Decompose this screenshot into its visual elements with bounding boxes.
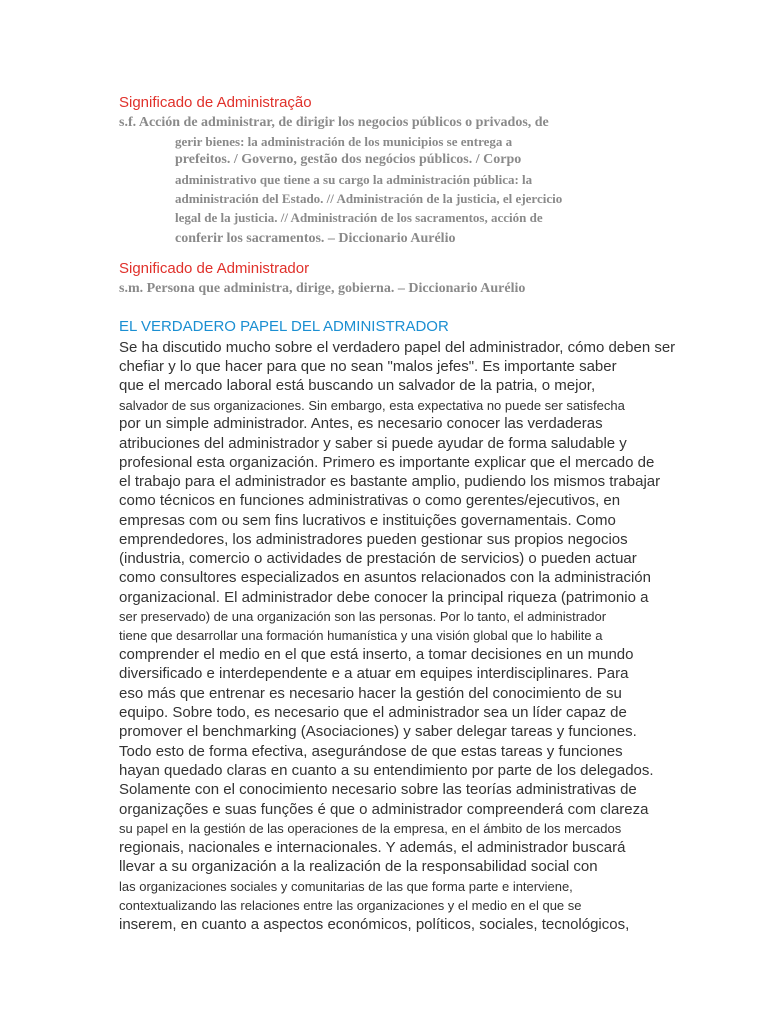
article-line: eso más que entrenar es necesario hacer la gestión del conocimiento de su <box>119 685 622 702</box>
heading-significado-administrador: Significado de Administrador <box>119 260 310 277</box>
article-line: ser preservado) de una organización son las personas. Por lo tanto, el administrador <box>119 609 607 624</box>
article-line: chefiar y lo que hacer para que no sean "malos jefes". Es importante saber <box>119 358 617 375</box>
heading-significado-administracao: Significado de Administração <box>119 94 312 111</box>
definition-line: administrativo que tiene a su cargo la administración pública: la <box>175 172 533 187</box>
definition-line: s.f. Acción de administrar, de dirigir los negocios públicos o privados, de <box>119 115 549 130</box>
article-line: las organizaciones sociales y comunitarias de las que forma parte e interviene, <box>119 879 573 894</box>
article-line: por un simple administrador. Antes, es necesario conocer las verdaderas <box>119 415 603 432</box>
article-line: empresas com ou sem fins lucrativos e instituições governamentais. Como <box>119 512 616 529</box>
definition-line: s.m. Persona que administra, dirige, gobierna. – Diccionario Aurélio <box>119 281 526 296</box>
article-line: que el mercado laboral está buscando un salvador de la patria, o mejor, <box>119 377 596 394</box>
article-line: promover el benchmarking (Asociaciones) y saber delegar tareas y funciones. <box>119 723 637 740</box>
article-line: atribuciones del administrador y saber si puede ayudar de forma saludable y <box>119 435 627 452</box>
article-line: tiene que desarrollar una formación humanística y una visión global que lo habilite a <box>119 628 603 643</box>
definition-line: administración del Estado. // Administración de la justicia, el ejercicio <box>175 191 563 206</box>
article-line: hayan quedado claras en cuanto a su entendimiento por parte de los delegados. <box>119 762 654 779</box>
definition-line: conferir los sacramentos. – Diccionario Aurélio <box>175 231 456 246</box>
article-line: emprendedores, los administradores pueden gestionar sus propios negocios <box>119 531 628 548</box>
article-line: organizacional. El administrador debe conocer la principal riqueza (patrimonio a <box>119 589 649 606</box>
article-title: EL VERDADERO PAPEL DEL ADMINISTRADOR <box>119 318 449 335</box>
article-line: Solamente con el conocimiento necesario sobre las teorías administrativas de <box>119 781 637 798</box>
article-line: equipo. Sobre todo, es necesario que el administrador sea un líder capaz de <box>119 704 627 721</box>
article-line: llevar a su organización a la realización de la responsabilidad social con <box>119 858 598 875</box>
article-line: Todo esto de forma efectiva, asegurándose de que estas tareas y funciones <box>119 743 623 760</box>
article-line: salvador de sus organizaciones. Sin embargo, esta expectativa no puede ser satisfecha <box>119 398 625 413</box>
definition-line: gerir bienes: la administración de los municipios se entrega a <box>175 134 513 149</box>
article-line: inserem, en cuanto a aspectos económicos, políticos, sociales, tecnológicos, <box>119 916 630 933</box>
article-line: el trabajo para el administrador es bastante amplio, pudiendo los mismos trabajar <box>119 473 661 490</box>
article-line: comprender el medio en el que está inserto, a tomar decisiones en un mundo <box>119 646 634 663</box>
article-line: como técnicos en funciones administrativas o como gerentes/ejecutivos, en <box>119 492 621 509</box>
article-line: su papel en la gestión de las operaciones de la empresa, en el ámbito de los mercados <box>119 821 622 836</box>
article-line: regionais, nacionales e internacionales. Y además, el administrador buscará <box>119 839 626 856</box>
article-line: diversificado e interdependente e a atuar em equipes interdisciplinares. Para <box>119 665 629 682</box>
article-line: organizações e suas funções é que o administrador compreenderá com clareza <box>119 801 649 818</box>
definition-line: legal de la justicia. // Administración de los sacramentos, acción de <box>175 210 543 225</box>
article-line: contextualizando las relaciones entre las organizaciones y el medio en el que se <box>119 898 582 913</box>
article-line: Se ha discutido mucho sobre el verdadero papel del administrador, cómo deben ser <box>119 339 676 356</box>
article-line: profesional esta organización. Primero es importante explicar que el mercado de <box>119 454 655 471</box>
article-line: como consultores especializados en asuntos relacionados con la administración <box>119 569 651 586</box>
definition-line: prefeitos. / Governo, gestão dos negócios públicos. / Corpo <box>175 152 522 167</box>
article-line: (industria, comercio o actividades de prestación de servicios) o pueden actuar <box>119 550 637 567</box>
